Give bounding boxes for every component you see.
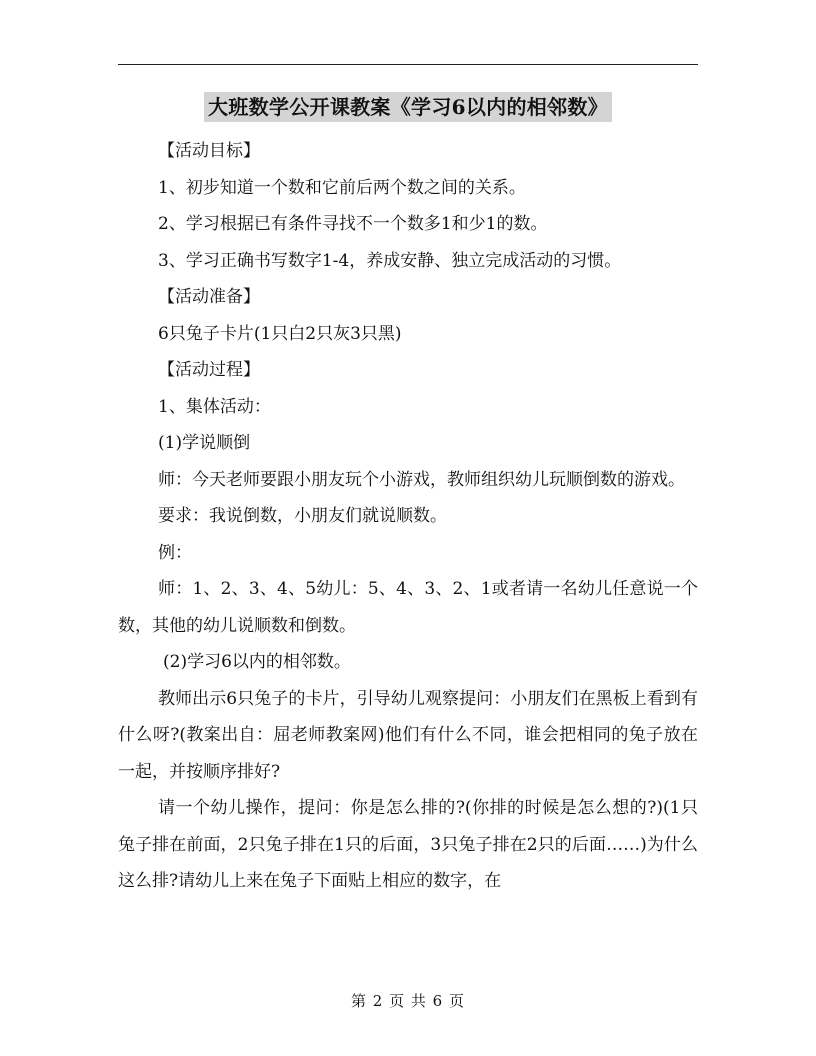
example-label: 例： xyxy=(158,542,192,563)
preparation-item: 6只兔子卡片(1只白2只灰3只黑) xyxy=(158,323,402,344)
section-heading-goals: 【活动目标】 xyxy=(158,141,260,161)
goal-item-1: 1、初步知道一个数和它前后两个数之间的关系。 xyxy=(158,177,526,198)
requirement-paragraph: 要求：我说倒数，小朋友们就说顺数。 xyxy=(158,506,447,526)
example-paragraph: 师：1、2、3、4、5幼儿：5、4、3、2、1或者请一名幼儿任意说一个数，其他的幼儿说顺数和倒数。 xyxy=(118,579,698,636)
process-substep-2: (2)学习6以内的相邻数。 xyxy=(163,652,351,672)
page-footer: 第 2 页 共 6 页 xyxy=(351,992,465,1010)
process-substep-1: (1)学说顺倒 xyxy=(158,433,251,453)
goal-item-2: 2、学习根据已有条件寻找不一个数多1和少1的数。 xyxy=(158,214,548,234)
body-paragraph: 教师出示6只兔子的卡片，引导幼儿观察提问：小朋友们在黑板上看到有什么呀?(教案出自：屈老师教案网)他们有什么不同，谁会把相同的兔子放在一起，并按顺序排好? xyxy=(118,688,698,782)
document-body xyxy=(118,133,698,900)
body-paragraph: 师：今天老师要跟小朋友玩个小游戏，教师组织幼儿玩顺倒数的游戏。 xyxy=(158,469,685,490)
section-heading-preparation: 【活动准备】 xyxy=(158,287,260,307)
header-rule xyxy=(118,64,698,65)
goal-item-3: 3、学习正确书写数字1-4，养成安静、独立完成活动的习惯。 xyxy=(158,250,622,271)
process-step-1: 1、集体活动： xyxy=(158,396,271,417)
section-heading-process: 【活动过程】 xyxy=(158,360,260,380)
title-container xyxy=(0,92,816,122)
document-title: 大班数学公开课教案《学习6以内的相邻数》 xyxy=(204,92,612,122)
body-paragraph: 请一个幼儿操作，提问：你是怎么排的?(你排的时候是怎么想的?)(1只兔子排在前面，2只兔子排在1只的后面，3只兔子排在2只的后面……)为什么这么排?请幼儿上来在兔子下面贴上相应的数字，在 xyxy=(118,798,698,891)
